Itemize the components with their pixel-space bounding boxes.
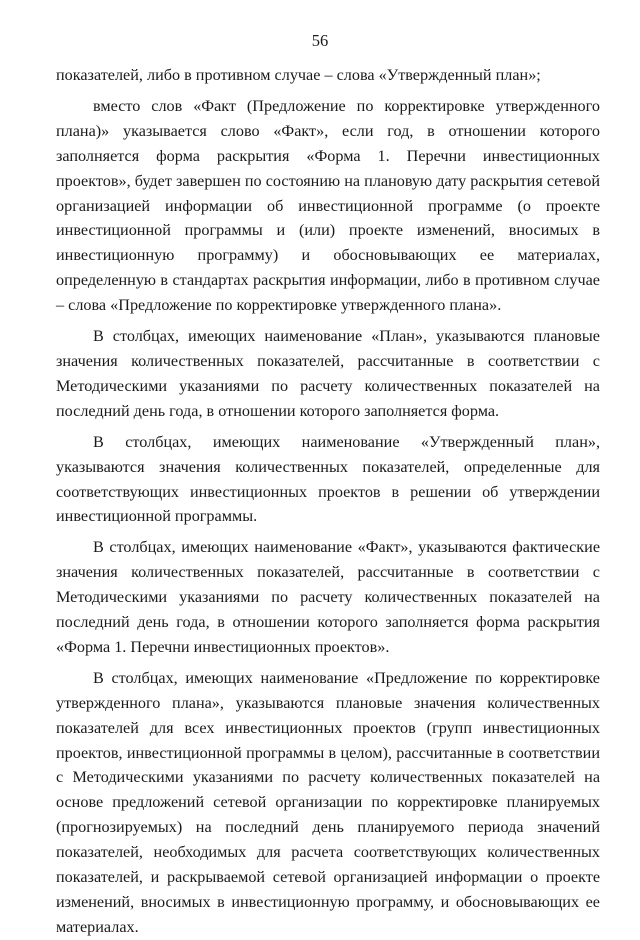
paragraph-plan-columns: В столбцах, имеющих наименование «План», указываются плановые значения количественных показателей, рассчитанные в соответствии с Методическими указаниями по расчету количественных показателей на последний день года, в отношении которого заполняется форма. <box>56 327 600 420</box>
paragraph-continuation: показателей, либо в противном случае – слова «Утвержденный план»; <box>56 66 541 84</box>
paragraph-fact-replacement: вместо слов «Факт (Предложение по корректировке утвержденного плана)» указывается слово «Факт», если год, в отношении которого заполняется форма раскрытия «Форма 1. Перечни инвестиционных проектов», будет завершен по состоянию на плановую дату раскрытия сетевой организацией информации об инвестиционной программе (о проекте инвестиционной программы и (или) проекте изменений, вносимых в инвестиционную программу) и обосновывающих ее материалах, определенную в стандартах раскрытия информации, либо в противном случае – слова «Предложение по корректировке утвержденного плана». <box>56 96 600 315</box>
paragraph-correction-proposal-columns: В столбцах, имеющих наименование «Предложение по корректировке утвержденного плана», указываются плановые значения количественных показателей для всех инвестиционных проектов (групп инвестиционных проектов, инвестиционной программы в целом), рассчитанные в соответствии с Методическими указаниями по расчету количественных показателей на основе предложений сетевой организации по корректировке планируемых (прогнозируемых) на последний день планируемого периода значений показателей, необходимых для расчета соответствующих количественных показателей, и раскрываемой сетевой организацией информации о проекте изменений, вносимых в инвестиционную программу, и обосновывающих ее материалах. <box>56 668 600 936</box>
paragraph-fact-columns: В столбцах, имеющих наименование «Факт», указываются фактические значения количественных показателей, рассчитанные в соответствии с Методическими указаниями по расчету количественных показателей на последний день года, в отношении которого заполняется форма раскрытия «Форма 1. Перечни инвестиционных проектов». <box>56 538 600 656</box>
paragraph-approved-plan-columns: В столбцах, имеющих наименование «Утвержденный план», указываются значения количественных показателей, определенные для соответствующих инвестиционных проектов в решении об утверждении инвестиционной программы. <box>56 432 600 526</box>
page-number: 56 <box>311 31 329 50</box>
document-body <box>56 63 600 940</box>
